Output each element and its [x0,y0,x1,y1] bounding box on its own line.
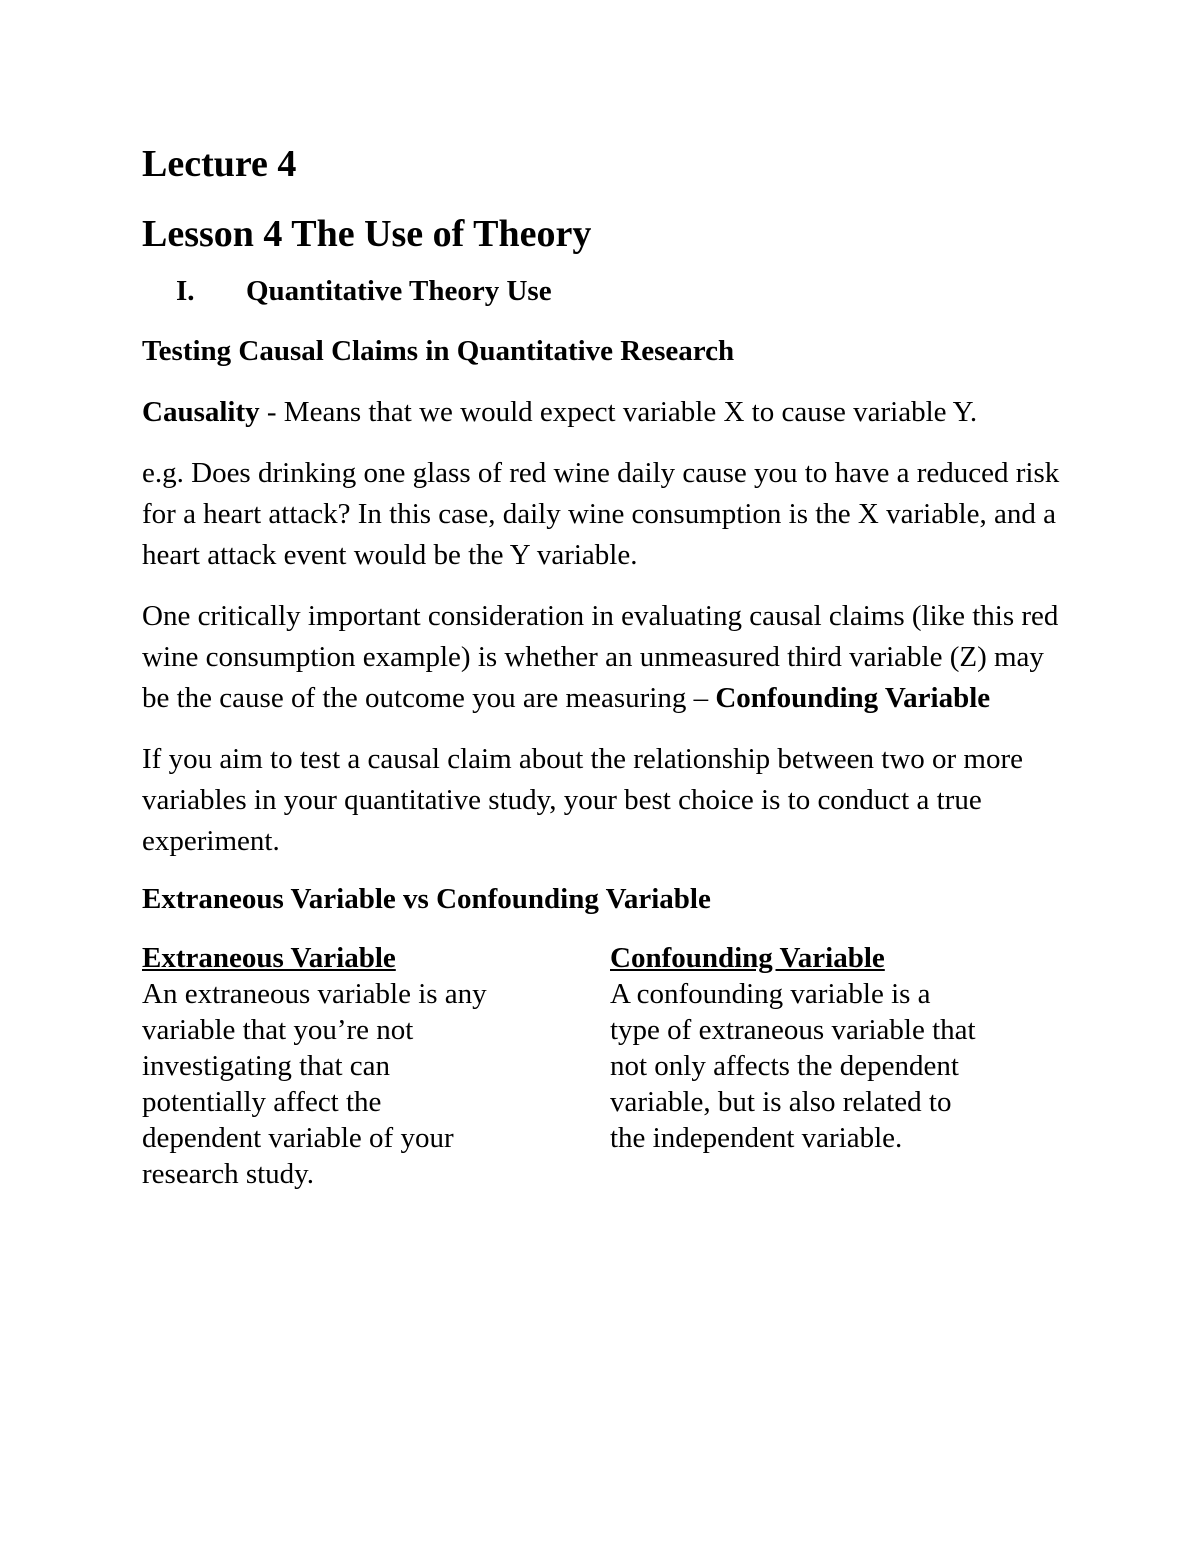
lecture-title: Lecture 4 [142,143,297,185]
column-line: variable that you’re not [142,1014,414,1046]
example-paragraph: e.g. Does drinking one glass of red wine daily cause you to have a reduced risk for a heart attack? In this case, daily wine consumption is the X variable, and a heart attack event would be the Y variable. [142,457,1060,571]
section-number: I. [176,275,195,307]
causality-paragraph [142,392,1062,433]
confounding-variable-column [610,940,1050,1192]
column-line: variable, but is also related to [610,1086,952,1118]
column-line: investigating that can [142,1050,391,1082]
critical-paragraph-text: One critically important consideration in evaluating causal claims (like this red wine consumption example) is whether an unmeasured third variable (Z) may be the cause of the outcome you are measuring – [142,600,1059,714]
lesson-title: Lesson 4 The Use of Theory [142,213,592,255]
column-line: dependent variable of your [142,1122,454,1154]
extraneous-variable-column [142,940,610,1192]
document-body [142,140,1062,1192]
column-line: research study. [142,1158,315,1190]
causality-term: Causality [142,396,260,428]
column-line: A confounding variable is a [610,978,931,1010]
confounding-variable-term: Confounding Variable [715,682,991,714]
column-line: not only affects the dependent [610,1050,959,1082]
subheading-causal-claims: Testing Causal Claims in Quantitative Research [142,335,735,367]
aim-paragraph: If you aim to test a causal claim about the relationship between two or more variables in your quantitative study, your best choice is to conduct a true experiment. [142,743,1024,857]
column-line: An extraneous variable is any [142,978,487,1010]
section-heading [142,272,1062,310]
critical-paragraph [142,596,1062,719]
extraneous-variable-heading: Extraneous Variable [142,942,396,974]
column-line: the independent variable. [610,1122,903,1154]
column-line: type of extraneous variable that [610,1014,976,1046]
confounding-variable-heading: Confounding Variable [610,942,885,974]
section-title: Quantitative Theory Use [246,275,552,307]
comparison-columns [142,940,1062,1192]
column-line: potentially affect the [142,1086,382,1118]
causality-definition: - Means that we would expect variable X to cause variable Y. [259,396,978,428]
comparison-heading: Extraneous Variable vs Confounding Variable [142,883,711,915]
